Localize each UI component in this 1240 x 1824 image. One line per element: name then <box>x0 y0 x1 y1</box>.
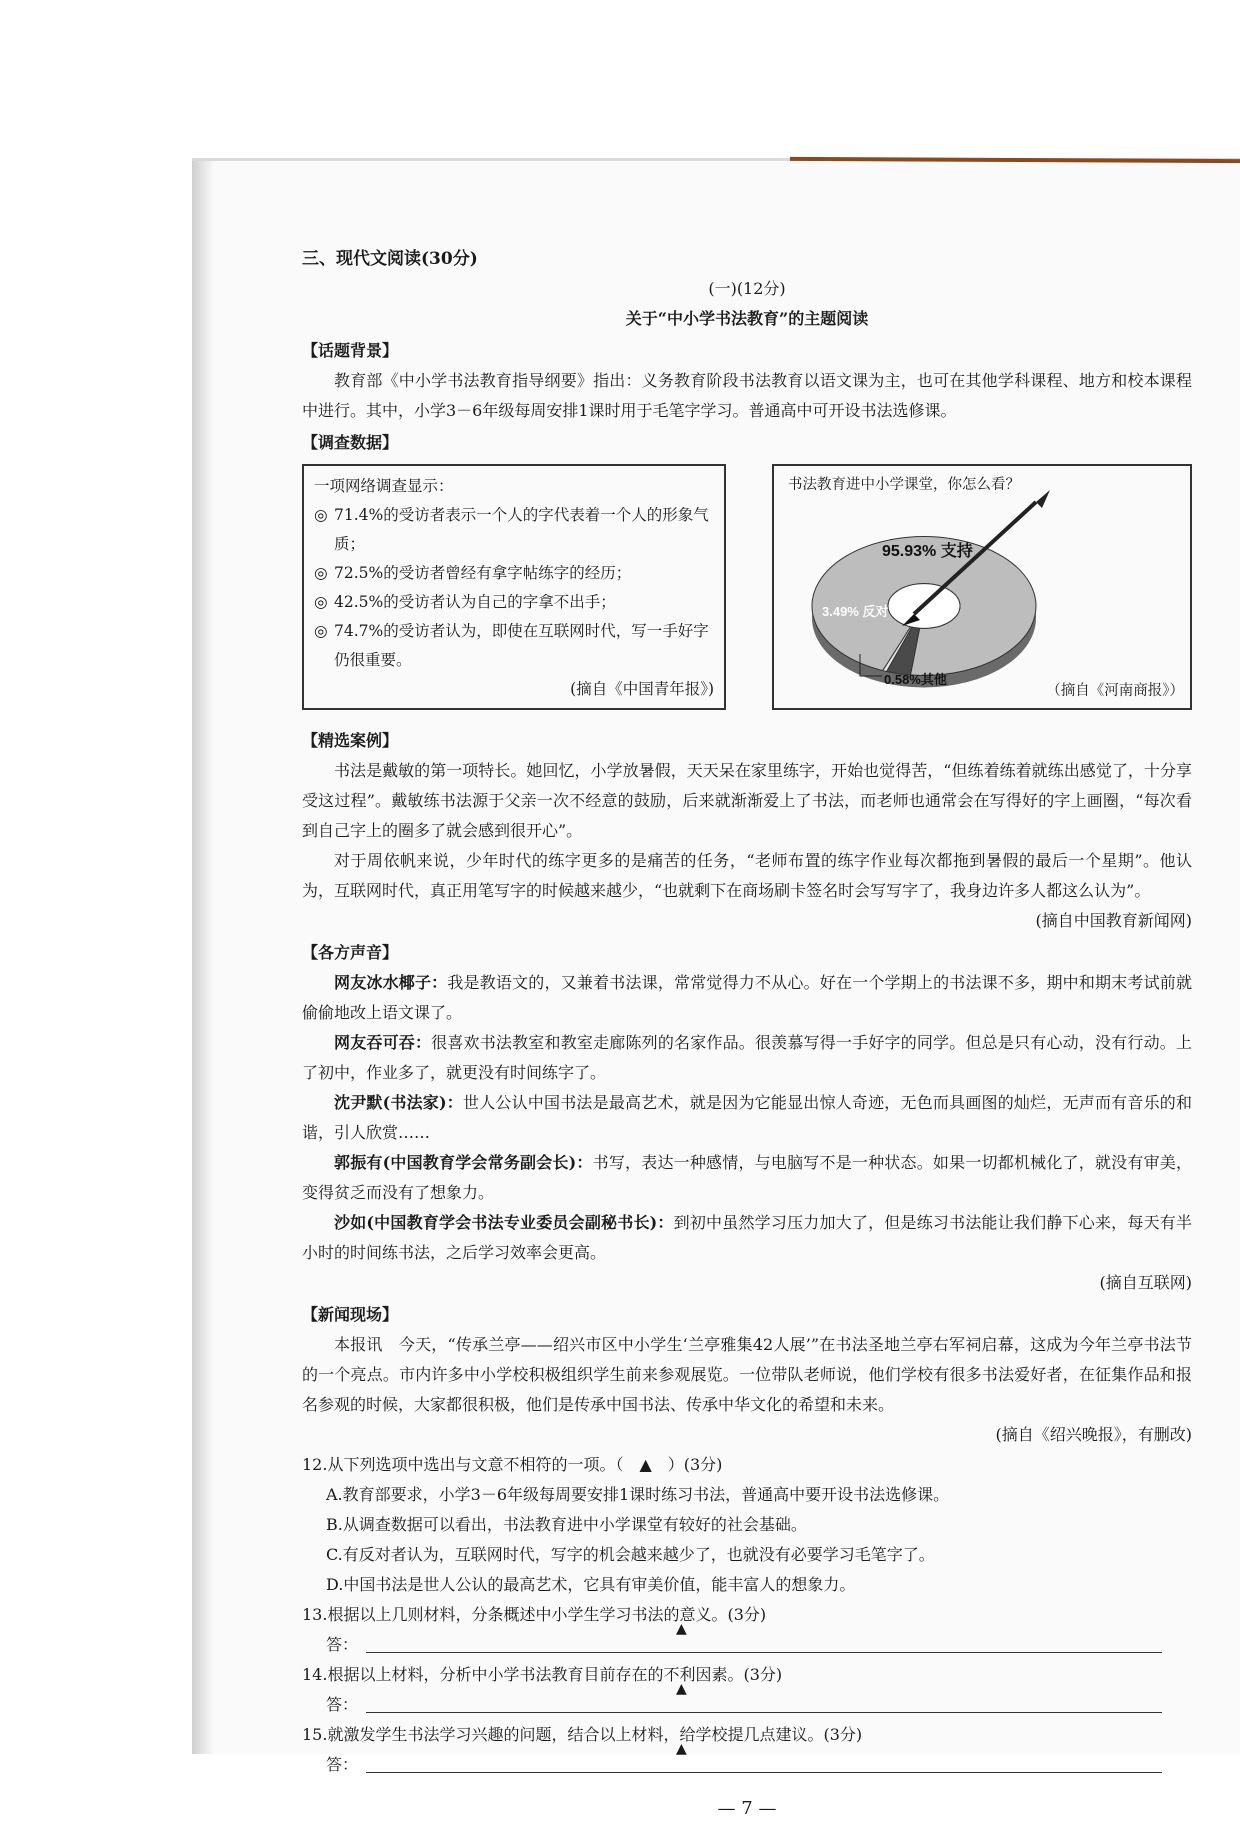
voices-source: (摘自互联网) <box>1099 1273 1192 1292</box>
cases-tag: 【精选案例】 <box>302 731 399 750</box>
case-paragraph: 书法是戴敏的第一项特长。她回忆，小学放暑假，天天呆在家里练字，开始也觉得苦，“但练着练着就练出感觉了，十分享受这过程”。戴敏练书法源于父亲一次不经意的鼓励，后来就渐渐爱上了书法，而老师也通常会在写得好的字上画圈，“每次看到自己字上的圈多了就会感到很开心”。 <box>302 761 1192 840</box>
answer-label: 答： <box>326 1755 359 1774</box>
survey-tag: 【调查数据】 <box>302 433 399 452</box>
question-14: 14.根据以上材料，分析中小学书法教育目前存在的不利因素。(3分) <box>302 1665 783 1684</box>
voice-item: 网友吞可吞：很喜欢书法教室和教室走廊陈列的名家作品。很羡慕写得一手好字的同学。但总是只有心动，没有行动。上了初中，作业多了，就更没有时间练字了。 <box>302 1033 1192 1082</box>
triangle-marker-icon: ▲ <box>676 1621 687 1637</box>
background-tag: 【话题背景】 <box>302 341 399 360</box>
bullet-icon: ◎ <box>314 622 328 640</box>
question-13: 13.根据以上几则材料，分条概述中小学生学习书法的意义。(3分) <box>302 1605 767 1624</box>
answer-label: 答： <box>326 1635 359 1654</box>
case-paragraph: 对于周依帆来说，少年时代的练字更多的是痛苦的任务，“老师布置的练字作业每次都拖到暑假的最后一个星期”。他认为，互联网时代，真正用笔写字的时候越来越少，“也就剩下在商场刷卡签名时会写写字了，我身边许多人都这么认为”。 <box>302 851 1192 900</box>
option-c: C.有反对者认为，互联网时代，写字的机会越来越少了，也就没有必要学习毛笔字了。 <box>326 1545 935 1564</box>
answer-line <box>366 1652 1162 1653</box>
answer-14[interactable] <box>326 1681 1192 1720</box>
page-content <box>302 244 1192 1824</box>
section-title: 三、现代文阅读(30分) <box>302 249 478 269</box>
news-tag: 【新闻现场】 <box>302 1305 399 1324</box>
survey-item: ◎ 74.7%的受访者认为，即使在互联网时代，写一手好字仍很重要。 <box>314 617 714 675</box>
news-text: 本报讯 今天，“传承兰亭——绍兴市区中小学生‘兰亭雅集42人展’”在书法圣地兰亭右军祠启幕，这成为今年兰亭书法节的一个亮点。市内许多中小学校积极组织学生前来参观展览。一位带队老师说，他们学校有很多书法爱好者，在征集作品和报名参观的时候，大家都很积极，他们是传承中国书法、传承中华文化的希望和未来。 <box>302 1335 1192 1414</box>
option-d: D.中国书法是世人公认的最高艺术，它具有审美价值，能丰富人的想象力。 <box>326 1575 856 1594</box>
answer-label: 答： <box>326 1695 359 1714</box>
chart-source: （摘自《河南商报》） <box>1046 676 1184 706</box>
exam-page <box>192 158 1240 1819</box>
question-12: 12.从下列选项中选出与文意不相符的一项。（ ▲ ）(3分) <box>302 1455 723 1474</box>
part-label: (一)(12分) <box>708 279 786 298</box>
survey-item: ◎ 42.5%的受访者认为自己的字拿不出手； <box>314 588 714 617</box>
pie-chart <box>774 466 1190 708</box>
background-text: 教育部《中小学书法教育指导纲要》指出：义务教育阶段书法教育以语文课为主，也可在其他学科课程、地方和校本课程中进行。其中，小学3－6年级每周安排1课时用于毛笔字学习。普通高中可开设书法选修课。 <box>302 371 1192 420</box>
answer-15[interactable] <box>326 1741 1192 1780</box>
voices-tag: 【各方声音】 <box>302 943 399 962</box>
survey-source: (摘自《中国青年报》) <box>570 680 714 698</box>
label-other: 0.58%其他 <box>884 672 947 687</box>
triangle-marker-icon: ▲ <box>676 1741 687 1757</box>
voice-item: 郭振有(中国教育学会常务副会长)：书写，表达一种感情，与电脑写不是一种状态。如果一切都机械化了，就没有审美，变得贫乏而没有了想象力。 <box>302 1153 1192 1202</box>
question-15: 15.就激发学生书法学习兴趣的问题，结合以上材料，给学校提几点建议。(3分) <box>302 1725 863 1744</box>
label-oppose: 3.49% 反对 <box>822 604 889 619</box>
page-shadow <box>192 158 214 1754</box>
pie-chart-box <box>772 464 1192 710</box>
voice-item: 沈尹默(书法家)：世人公认中国书法是最高艺术，就是因为它能显出惊人奇迹，无色而具画图的灿烂，无声而有音乐的和谐，引人欣赏…… <box>302 1093 1192 1142</box>
option-b: B.从调查数据可以看出，书法教育进中小学课堂有较好的社会基础。 <box>326 1515 807 1534</box>
survey-box <box>302 464 726 710</box>
cases-source: (摘自中国教育新闻网) <box>1035 911 1192 930</box>
answer-line <box>366 1712 1162 1713</box>
voice-item: 沙如(中国教育学会书法专业委员会副秘书长)：到初中虽然学习压力加大了，但是练习书法能让我们静下心来，每天有半小时的时间练书法，之后学习效率会更高。 <box>302 1213 1192 1262</box>
survey-boxes <box>302 464 1192 716</box>
bullet-icon: ◎ <box>314 506 328 524</box>
option-a: A.教育部要求，小学3－6年级每周要安排1课时练习书法，普通高中要开设书法选修课。 <box>326 1485 950 1504</box>
answer-13[interactable] <box>326 1621 1192 1660</box>
reading-title: 关于“中小学书法教育”的主题阅读 <box>625 309 869 328</box>
answer-line <box>366 1772 1162 1773</box>
triangle-marker-icon: ▲ <box>676 1681 687 1697</box>
chart-title: 书法教育进中小学课堂，你怎么看？ <box>788 477 1020 493</box>
bullet-icon: ◎ <box>314 564 328 582</box>
survey-intro: 一项网络调查显示： <box>314 477 454 495</box>
page-number: — 7 — <box>717 1798 777 1819</box>
voice-item: 网友冰水椰子：我是教语文的，又兼着书法课，常常觉得力不从心。好在一个学期上的书法课不多，期中和期末考试前就偷偷地改上语文课了。 <box>302 973 1192 1022</box>
label-support: 95.93% 支持 <box>882 543 973 560</box>
bullet-icon: ◎ <box>314 593 328 611</box>
survey-item: ◎ 72.5%的受访者曾经有拿字帖练字的经历； <box>314 559 714 588</box>
survey-item: ◎ 71.4%的受访者表示一个人的字代表着一个人的形象气质； <box>314 501 714 559</box>
news-source: (摘自《绍兴晚报》，有删改) <box>995 1425 1192 1444</box>
